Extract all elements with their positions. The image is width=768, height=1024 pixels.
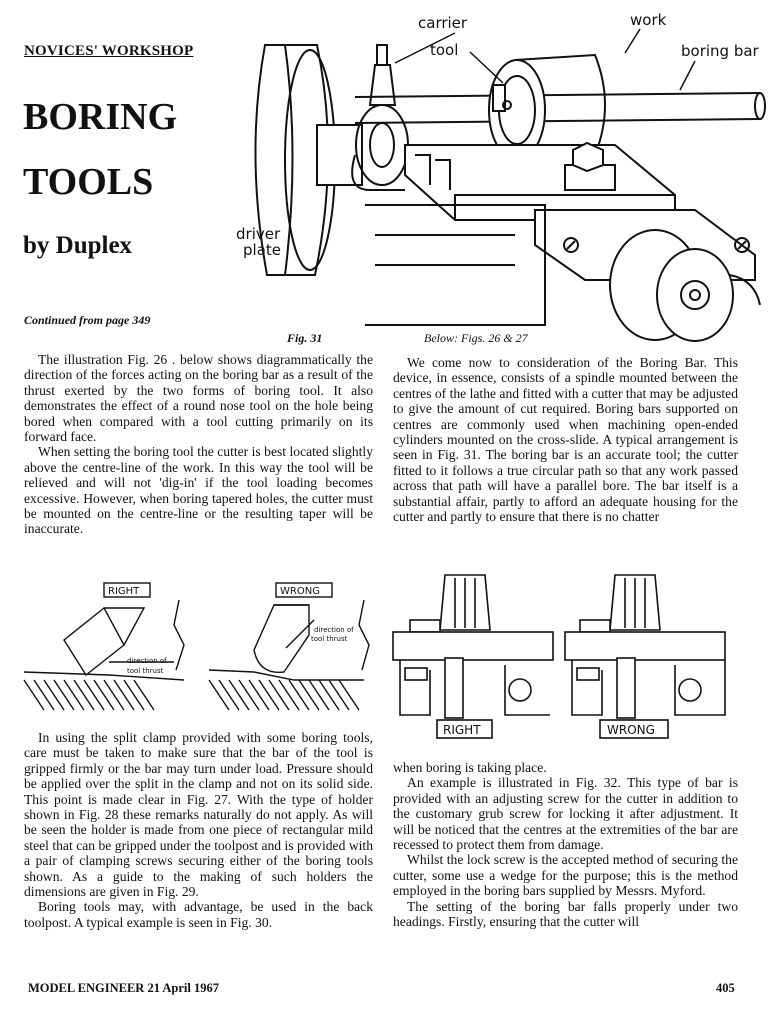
label-right: RIGHT [443, 723, 481, 737]
label-thrust-right-2: tool thrust [127, 667, 164, 675]
paragraph: When setting the boring tool the cutter is best located slightly above the centre-line of the work. In this way the tool will be relieved and will not 'dig-in' if the tool loading becomes excessive. However, when boring tapered holes, the cutter must be mounted on the centre-line or the resulting taper will be inaccurate. [24, 444, 373, 537]
column-2-top [393, 355, 738, 524]
label-boring-bar: boring bar [681, 42, 759, 60]
label-thrust-right-1: direction of [127, 657, 167, 665]
series-heading: NOVICES' WORKSHOP [24, 43, 194, 59]
label-tool: tool [430, 41, 459, 59]
article-title-line-2: TOOLS [23, 161, 154, 203]
paragraph: The illustration Fig. 26 . below shows diagrammatically the direction of the forces acting on the boring bar as a result of the thrust exerted by the two forms of boring tool. It also demonstrates the effect of a round nose tool on the hole being bored when compared with a tool cutting primarily on its forward face. [24, 352, 373, 445]
figs-26-27-caption: Below: Figs. 26 & 27 [424, 331, 528, 345]
label-driver: driver [236, 225, 281, 243]
label-right: RIGHT [108, 586, 140, 597]
column-1-top [24, 352, 373, 537]
continued-note: Continued from page 349 [24, 313, 151, 327]
paragraph: Boring tools may, with advantage, be used in the back toolpost. A typical example is seen in Fig. 30. [24, 899, 373, 930]
column-1-bottom [24, 730, 373, 930]
paragraph: Whilst the lock screw is the accepted method of securing the cutter, some use a wedge for the purpose; this is the method employed in the boring bars supplied by Messrs. Myford. [393, 852, 738, 899]
figs-26-27-illustration [24, 580, 374, 715]
label-carrier: carrier [418, 14, 468, 32]
fig-31-illustration [236, 5, 768, 327]
label-work: work [630, 11, 667, 29]
article-title-line-1: BORING [23, 96, 178, 138]
label-thrust-wrong-1: direction of [314, 626, 354, 634]
column-2-bottom [393, 760, 738, 929]
fig-27-clamp-illustration [385, 570, 768, 750]
page-number: 405 [716, 981, 735, 995]
paragraph: The setting of the boring bar falls properly under two headings. Firstly, ensuring that the cutter will [393, 898, 738, 930]
fig-31-caption: Fig. 31 [287, 331, 323, 345]
label-thrust-wrong-2: tool thrust [311, 635, 348, 643]
paragraph: An example is illustrated in Fig. 32. This type of bar is provided with an adjusting screw for the cutter in addition to the customary grub screw for locking it after adjustment. It will be noticed that the centres at the extremities of the bar are recessed to protect them from damage. [393, 775, 738, 853]
byline: by Duplex [23, 232, 133, 259]
label-wrong: WRONG [280, 586, 320, 597]
paragraph: We come now to consideration of the Boring Bar. This device, in essence, consists of a spindle mounted between the centres of the lathe and fitted with a cutter that may be adjusted to give the amount of cut required. Boring bars supported on centres are commonly used when machining open-ended cylinders mounted on the cross-slide. A typical arrangement is seen in Fig. 31. The boring bar is an accurate tool; the cutter fitted to it follows a true circular path so that any work passed across that path will have a parallel bore. The bar itself is a substantial affair, partly to afford an adequate housing for the cutter and partly to ensure that there is no chatter [393, 355, 739, 525]
label-plate: plate [243, 241, 281, 259]
paragraph: In using the split clamp provided with some boring tools, care must be taken to make sure that the bar of the tool is gripped firmly or the bar may turn under load. Pressure should be applied over the split in the clamp and not on its solid side. This point is made clear in Fig. 27. With the type of holder shown in Fig. 28 these remarks naturally do not apply. As will be seen the holder is made from one piece of rectangular mild steel that can be gripped under the toolpost and is provided with a pair of clamping screws securing either of the boring tools shown. As a guide to the making of such holders the dimensions are given in Fig. 29. [24, 730, 373, 900]
paragraph: when boring is taking place. [393, 760, 547, 775]
label-wrong: WRONG [607, 723, 655, 737]
footer-magazine-date: MODEL ENGINEER 21 April 1967 [28, 981, 219, 995]
